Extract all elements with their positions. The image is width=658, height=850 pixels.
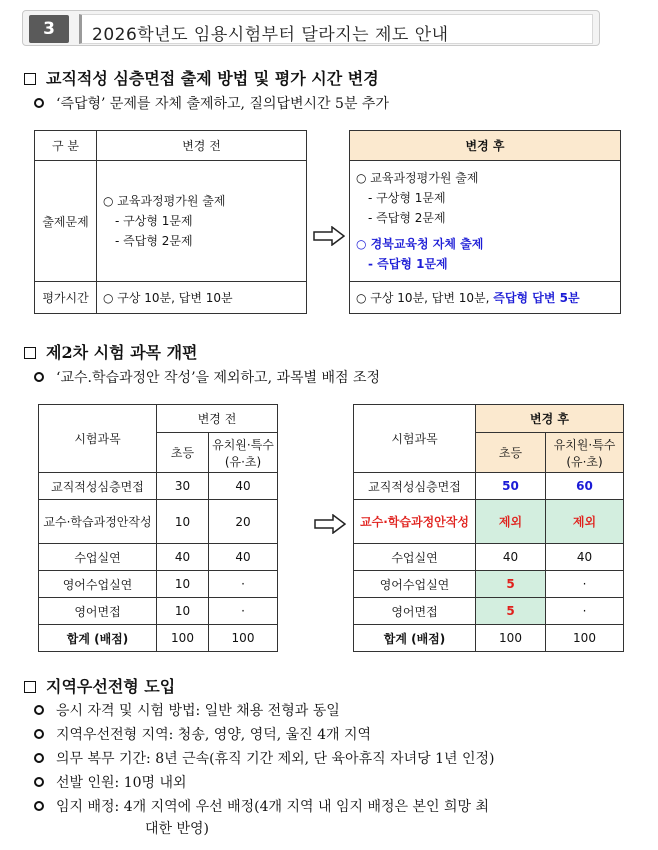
score-kindergarten: · [546,571,624,598]
before-q-line2: - 구상형 1문제 [115,214,193,228]
total-row [354,625,624,652]
col-elementary: 초등 [157,433,209,473]
after-time-added: 즉답형 답변 5분 [493,290,580,305]
section2-bullet-text: ‘교수.학습과정안 작성’을 제외하고, 과목별 배점 조정 [56,370,381,386]
interview-after-table [349,130,621,314]
section1-bullet-text: ‘즉답형’ 문제를 자체 출제하고, 질의답변시간 5분 추가 [56,96,389,112]
section2-bullet [34,367,380,387]
after-time-cell [350,282,621,314]
table-row [39,500,278,544]
subject-name: 교직적성심층면접 [39,473,157,500]
group-header-after: 변경 후 [476,405,624,433]
section-header-bar [22,10,600,46]
bullet-circle-icon [34,801,44,811]
subject-name: 영어수업실연 [39,571,157,598]
checkbox-square-icon [24,73,36,85]
total-elementary: 100 [157,625,209,652]
subject-name: 영어수업실연 [354,571,476,598]
bullet-circle-icon [34,705,44,715]
list-item: 의무 복무 기간: 8년 근속(휴직 기간 제외, 단 육아휴직 자녀당 1년 인정) [34,748,494,768]
col-kindergarten-special: 유치원·특수(유·초) [546,433,624,473]
subject-name: 영어면접 [39,598,157,625]
section2-title: 제2차 시험 과목 개편 [46,343,198,362]
table-row [354,473,624,500]
table-row [354,571,624,598]
score-elementary: 5 [476,598,546,625]
subject-name: 수업실연 [39,544,157,571]
total-label: 합계 (배점) [354,625,476,652]
score-elementary: 10 [157,598,209,625]
bullet-circle-icon [34,98,44,108]
before-time-cell: ○ 구상 10분, 답변 10분 [97,282,307,314]
bullet-circle-icon [34,777,44,787]
page-title: 2026학년도 임용시험부터 달라지는 제도 안내 [92,25,449,45]
col-header-category: 구 분 [35,131,97,161]
section3-title: 지역우선전형 도입 [46,677,176,696]
bullet-circle-icon [34,372,44,382]
score-kindergarten: 40 [209,473,278,500]
total-kindergarten: 100 [209,625,278,652]
section-number-badge: 3 [29,15,69,43]
after-q-line2: - 구상형 1문제 [368,191,446,205]
score-elementary: 5 [476,571,546,598]
section2-heading [24,340,198,363]
score-kindergarten: · [209,598,278,625]
bullet-circle-icon [34,753,44,763]
score-kindergarten: 40 [546,544,624,571]
table-row [354,544,624,571]
list-item: 응시 자격 및 시험 방법: 일반 채용 전형과 동일 [34,700,340,720]
after-time-plain: ○ 구상 10분, 답변 10분, [356,290,490,305]
section1-heading [24,66,379,89]
score-kindergarten: 60 [546,473,624,500]
section-title-box [79,14,593,44]
subject-name: 교수·학습과정안작성 [39,500,157,544]
score-elementary: 제외 [476,500,546,544]
arrow-right-icon [314,514,346,534]
table-row [39,473,278,500]
score-kindergarten: · [209,571,278,598]
col-elementary: 초등 [476,433,546,473]
score-elementary: 10 [157,571,209,598]
score-kindergarten: 40 [209,544,278,571]
table-row [39,544,278,571]
score-elementary: 40 [157,544,209,571]
subject-name: 영어면접 [354,598,476,625]
after-q-line5: - 즉답형 1문제 [368,257,448,271]
after-questions-cell [350,161,621,282]
col-kindergarten-special: 유치원·특수(유·초) [209,433,278,473]
col-header-before: 변경 전 [97,131,307,161]
subjects-after-table [353,404,624,652]
score-elementary: 10 [157,500,209,544]
row-label-time: 평가시간 [35,282,97,314]
section1-bullet [34,93,389,113]
section1-title: 교직적성 심층면접 출제 방법 및 평가 시간 변경 [46,69,379,88]
score-elementary: 30 [157,473,209,500]
list-item-continuation: 대한 반영) [145,821,210,837]
checkbox-square-icon [24,347,36,359]
after-q-line4: ○ 경북교육청 자체 출제 [356,237,484,251]
interview-before-table [34,130,307,314]
group-header-before: 변경 전 [157,405,278,433]
list-item: 지역우선전형 지역: 청송, 영양, 영덕, 울진 4개 지역 [34,724,371,744]
before-questions-cell [97,161,307,282]
checkbox-square-icon [24,681,36,693]
bullet-circle-icon [34,729,44,739]
total-row [39,625,278,652]
row-label-questions: 출제문제 [35,161,97,282]
table-row [354,598,624,625]
total-label: 합계 (배점) [39,625,157,652]
score-kindergarten: 20 [209,500,278,544]
after-q-line1: ○ 교육과정평가원 출제 [356,171,479,185]
score-kindergarten: · [546,598,624,625]
after-q-line3: - 즉답형 2문제 [368,211,446,225]
score-elementary: 50 [476,473,546,500]
table-row [39,598,278,625]
section3-heading [24,674,175,697]
total-elementary: 100 [476,625,546,652]
subject-name-removed: 교수·학습과정안작성 [354,500,476,544]
subject-header: 시험과목 [39,405,157,473]
subject-header: 시험과목 [354,405,476,473]
before-q-line3: - 즉답형 2문제 [115,234,193,248]
score-elementary: 40 [476,544,546,571]
before-q-line1: ○ 교육과정평가원 출제 [103,194,226,208]
table-row [354,500,624,544]
subject-name: 수업실연 [354,544,476,571]
col-header-after: 변경 후 [350,131,621,161]
score-kindergarten: 제외 [546,500,624,544]
total-kindergarten: 100 [546,625,624,652]
subject-name: 교직적성심층면접 [354,473,476,500]
arrow-right-icon [313,226,345,246]
list-item: 선발 인원: 10명 내외 [34,772,187,792]
table-row [39,571,278,598]
list-item: 임지 배정: 4개 지역에 우선 배정(4개 지역 내 임지 배정은 본인 희망 최 [34,796,489,816]
subjects-before-table [38,404,278,652]
